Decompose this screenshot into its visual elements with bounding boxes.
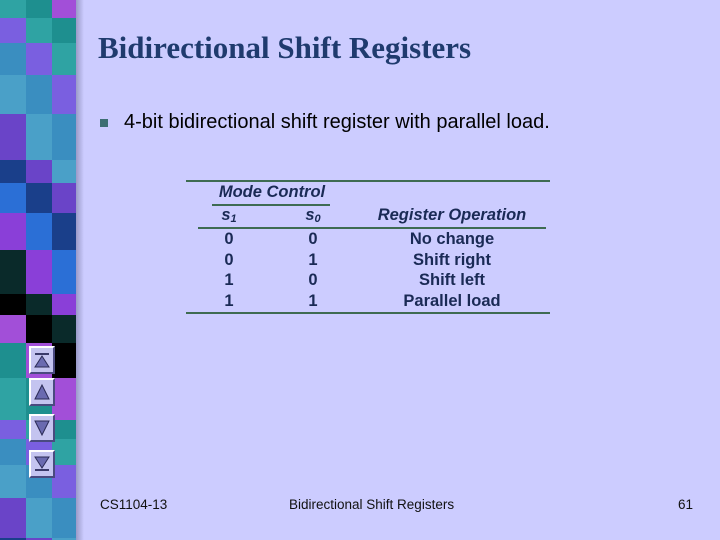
- strip-block: [52, 213, 76, 250]
- strip-block: [0, 75, 26, 114]
- strip-block: [52, 18, 76, 43]
- strip-block: [52, 43, 76, 75]
- strip-block: [0, 114, 26, 160]
- strip-block: [0, 213, 26, 250]
- table-bottom-rule: [186, 312, 550, 314]
- slide-title: Bidirectional Shift Registers: [98, 30, 472, 65]
- last-slide-button[interactable]: [29, 450, 55, 478]
- strip-block: [52, 183, 76, 213]
- strip-block: [26, 114, 52, 160]
- mode-control-table: [186, 178, 550, 316]
- strip-block: [26, 213, 52, 250]
- footer-page-number: 61: [678, 497, 694, 512]
- strip-block: [52, 420, 76, 439]
- strip-block: [52, 439, 76, 465]
- table-cell-s1: 0: [224, 230, 234, 248]
- table-top-rule: [186, 180, 550, 182]
- strip-block: [52, 250, 76, 294]
- strip-block: [26, 0, 52, 18]
- table-cell-s0: 1: [308, 250, 318, 269]
- table-cell-operation: Shift right: [413, 250, 491, 269]
- footer-slide-title: Bidirectional Shift Registers: [289, 497, 455, 512]
- strip-block: [0, 465, 26, 498]
- strip-block: [52, 114, 76, 160]
- table-cell-s1: 1: [224, 291, 234, 310]
- column-header-s0: s0: [305, 206, 321, 225]
- strip-block: [0, 43, 26, 75]
- footer-course-code: CS1104-13: [100, 497, 168, 512]
- strip-block: [26, 315, 52, 343]
- strip-block: [26, 43, 52, 75]
- strip-block: [26, 183, 52, 213]
- previous-slide-icon: [33, 383, 51, 401]
- table-cell-s0: 0: [308, 271, 318, 289]
- strip-block: [26, 75, 52, 114]
- strip-block: [26, 498, 52, 538]
- first-slide-icon: [33, 351, 51, 369]
- strip-block: [0, 378, 26, 420]
- strip-block: [0, 315, 26, 343]
- strip-block: [52, 498, 76, 538]
- strip-block: [26, 18, 52, 43]
- strip-block: [52, 160, 76, 183]
- table-cell-operation: No change: [409, 230, 495, 248]
- header-bottom-rule: [198, 227, 546, 229]
- strip-block: [52, 75, 76, 114]
- strip-block: [52, 343, 76, 378]
- table-cell-operation: Parallel load: [403, 291, 501, 310]
- table-cell-s0: 0: [308, 230, 318, 248]
- strip-block: [0, 439, 26, 465]
- last-slide-icon: [33, 455, 51, 473]
- bullet-item: [100, 111, 550, 134]
- strip-block: [0, 343, 26, 378]
- strip-block: [52, 294, 76, 315]
- first-slide-button[interactable]: [29, 346, 55, 374]
- strip-block: [0, 420, 26, 439]
- strip-block: [0, 294, 26, 315]
- strip-block: [0, 160, 26, 183]
- table-cell-s0: 1: [308, 291, 318, 310]
- strip-block: [52, 0, 76, 18]
- strip-block: [52, 465, 76, 498]
- strip-block: [0, 498, 26, 538]
- bullet-square-icon: [100, 119, 108, 127]
- strip-block: [0, 183, 26, 213]
- strip-block: [0, 0, 26, 18]
- side-strip-shadow: [76, 0, 84, 540]
- bullet-text: 4-bit bidirectional shift register with parallel load.: [124, 111, 550, 133]
- table-cell-s1: 0: [224, 250, 234, 269]
- next-slide-button[interactable]: [29, 414, 55, 442]
- table-cell-operation: Shift left: [419, 271, 485, 289]
- column-header-register-operation: Register Operation: [377, 206, 527, 224]
- strip-block: [52, 315, 76, 343]
- strip-block: [26, 160, 52, 183]
- column-header-s1: s1: [221, 206, 237, 225]
- strip-block: [0, 18, 26, 43]
- strip-block: [0, 250, 26, 294]
- strip-block: [26, 294, 52, 315]
- next-slide-icon: [33, 419, 51, 437]
- previous-slide-button[interactable]: [29, 378, 55, 406]
- strip-block: [52, 378, 76, 420]
- mode-control-header: Mode Control: [218, 183, 326, 201]
- table-cell-s1: 1: [224, 271, 234, 289]
- strip-block: [26, 250, 52, 294]
